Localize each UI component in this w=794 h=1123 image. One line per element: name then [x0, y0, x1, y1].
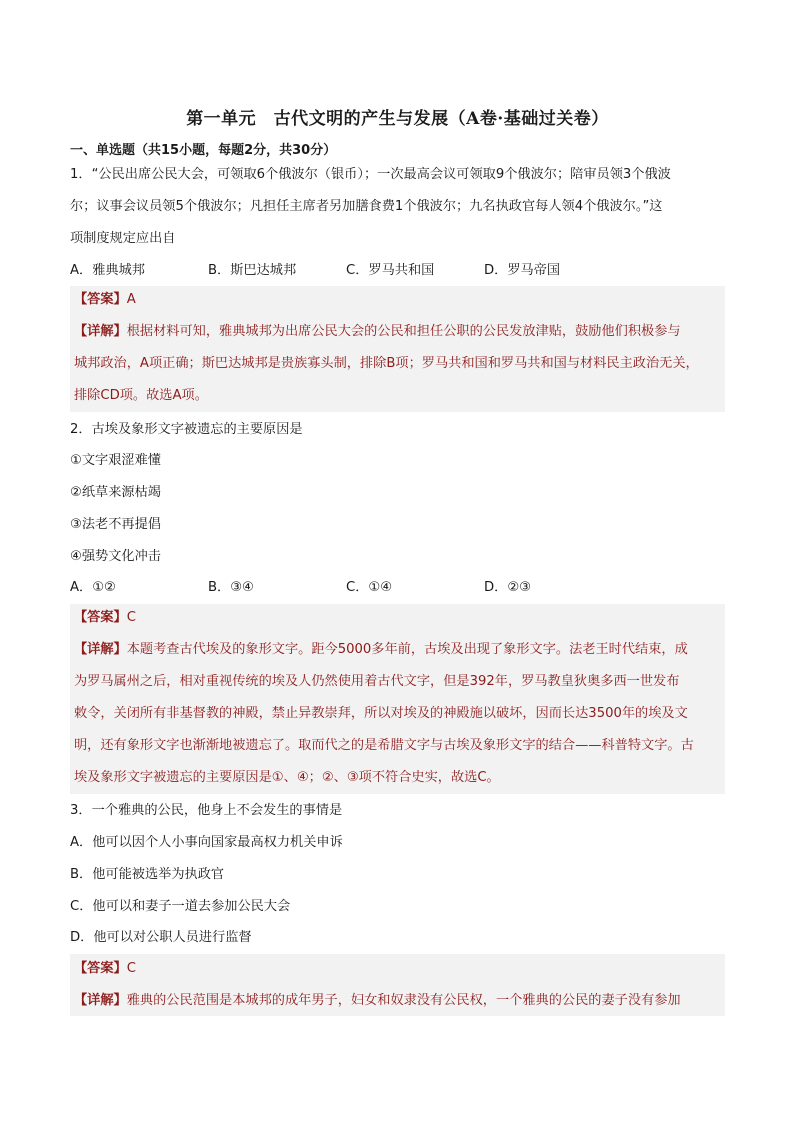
- q2-answer: C: [126, 610, 136, 625]
- q1-option-a: A．雅典城邦: [70, 263, 145, 278]
- detail-label: 【详解】: [74, 642, 127, 657]
- q1-answer: A: [126, 292, 136, 307]
- q3-answer: C: [126, 961, 136, 976]
- q2-answer-box: [70, 604, 725, 794]
- q1-detail-line-3: 排除CD项。故选A项。: [74, 388, 208, 403]
- q2-detail-line-1: 【详解】本题考查古代埃及的象形文字。距今5000多年前，古埃及出现了象形文字。法老王时代结束，成: [74, 642, 688, 657]
- q1-stem-line-2: 尔；议事会议员领5个俄波尔；凡担任主席者另加膳食费1个俄波尔；九名执政官每人领4个俄波尔。”这: [70, 199, 663, 214]
- page-title: 第一单元 古代文明的产生与发展（A卷·基础过关卷）: [186, 109, 609, 129]
- q2-detail-line-3: 敕令，关闭所有非基督教的神殿，禁止异教崇拜，所以对埃及的神殿施以破坏，因而长达3500年的埃及文: [74, 706, 688, 721]
- q1-detail-line-2: 城邦政治，A项正确；斯巴达城邦是贵族寡头制，排除B项；罗马共和国和罗马共和国与材料民主政治无关，: [74, 356, 699, 371]
- q2-detail-line-2: 为罗马属州之后，相对重视传统的埃及人仍然使用着古代文字，但是392年，罗马教皇狄奥多西一世发布: [74, 674, 680, 689]
- q3-option-b: B．他可能被选举为执政官: [70, 867, 225, 882]
- q3-option-a: A．他可以因个人小事向国家最高权力机关申诉: [70, 835, 343, 850]
- q3-answer-line: [74, 960, 136, 978]
- answer-label: 【答案】: [74, 961, 127, 976]
- q1-detail-line-1: 【详解】根据材料可知，雅典城邦为出席公民大会的公民和担任公职的公民发放津贴，鼓励他们积极参与: [74, 324, 681, 339]
- section-heading: 一、单选题（共15小题，每题2分，共30分）: [70, 143, 337, 158]
- q1-option-c: C．罗马共和国: [346, 263, 435, 278]
- answer-label: 【答案】: [74, 610, 127, 625]
- q2-item-1: ①文字艰涩难懂: [70, 453, 161, 468]
- q2-option-b: B．③④: [208, 580, 254, 595]
- q2-stem: 2．古埃及象形文字被遗忘的主要原因是: [70, 422, 303, 437]
- q2-item-3: ③法老不再提倡: [70, 517, 161, 532]
- q1-stem-line-1: 1．“公民出席公民大会，可领取6个俄波尔（银币）；一次最高会议可领取9个俄波尔；陪审员领3个俄波: [70, 167, 671, 182]
- q2-item-4: ④强势文化冲击: [70, 549, 161, 564]
- q1-options: [70, 262, 560, 280]
- q2-answer-line: [74, 609, 136, 627]
- detail-label: 【详解】: [74, 993, 127, 1008]
- q2-option-a: A．①②: [70, 580, 116, 595]
- detail-label: 【详解】: [74, 324, 127, 339]
- q1-option-d: D．罗马帝国: [484, 263, 561, 278]
- q1-answer-line: [74, 291, 136, 309]
- q2-option-d: D．②③: [484, 580, 531, 595]
- q3-detail-line-1: 【详解】雅典的公民范围是本城邦的成年男子，妇女和奴隶没有公民权，一个雅典的公民的妻子没有参加: [74, 993, 681, 1008]
- q2-options: [70, 579, 531, 597]
- q3-stem: 3．一个雅典的公民，他身上不会发生的事情是: [70, 803, 343, 818]
- q3-option-d: D．他可以对公职人员进行监督: [70, 930, 252, 945]
- answer-label: 【答案】: [74, 292, 127, 307]
- q2-option-c: C．①④: [346, 580, 393, 595]
- q3-option-c: C．他可以和妻子一道去参加公民大会: [70, 899, 291, 914]
- q2-item-2: ②纸草来源枯竭: [70, 485, 161, 500]
- q1-stem-line-3: 项制度规定应出自: [70, 231, 176, 246]
- q3-answer-box: [70, 954, 725, 1016]
- q1-answer-box: [70, 286, 725, 412]
- q2-detail-line-4: 明，还有象形文字也渐渐地被遗忘了。取而代之的是希腊文字与古埃及象形文字的结合——科普特文字。古: [74, 738, 694, 753]
- q2-detail-line-5: 埃及象形文字被遗忘的主要原因是①、④；②、③项不符合史实，故选C。: [74, 770, 500, 785]
- q1-option-b: B．斯巴达城邦: [208, 263, 297, 278]
